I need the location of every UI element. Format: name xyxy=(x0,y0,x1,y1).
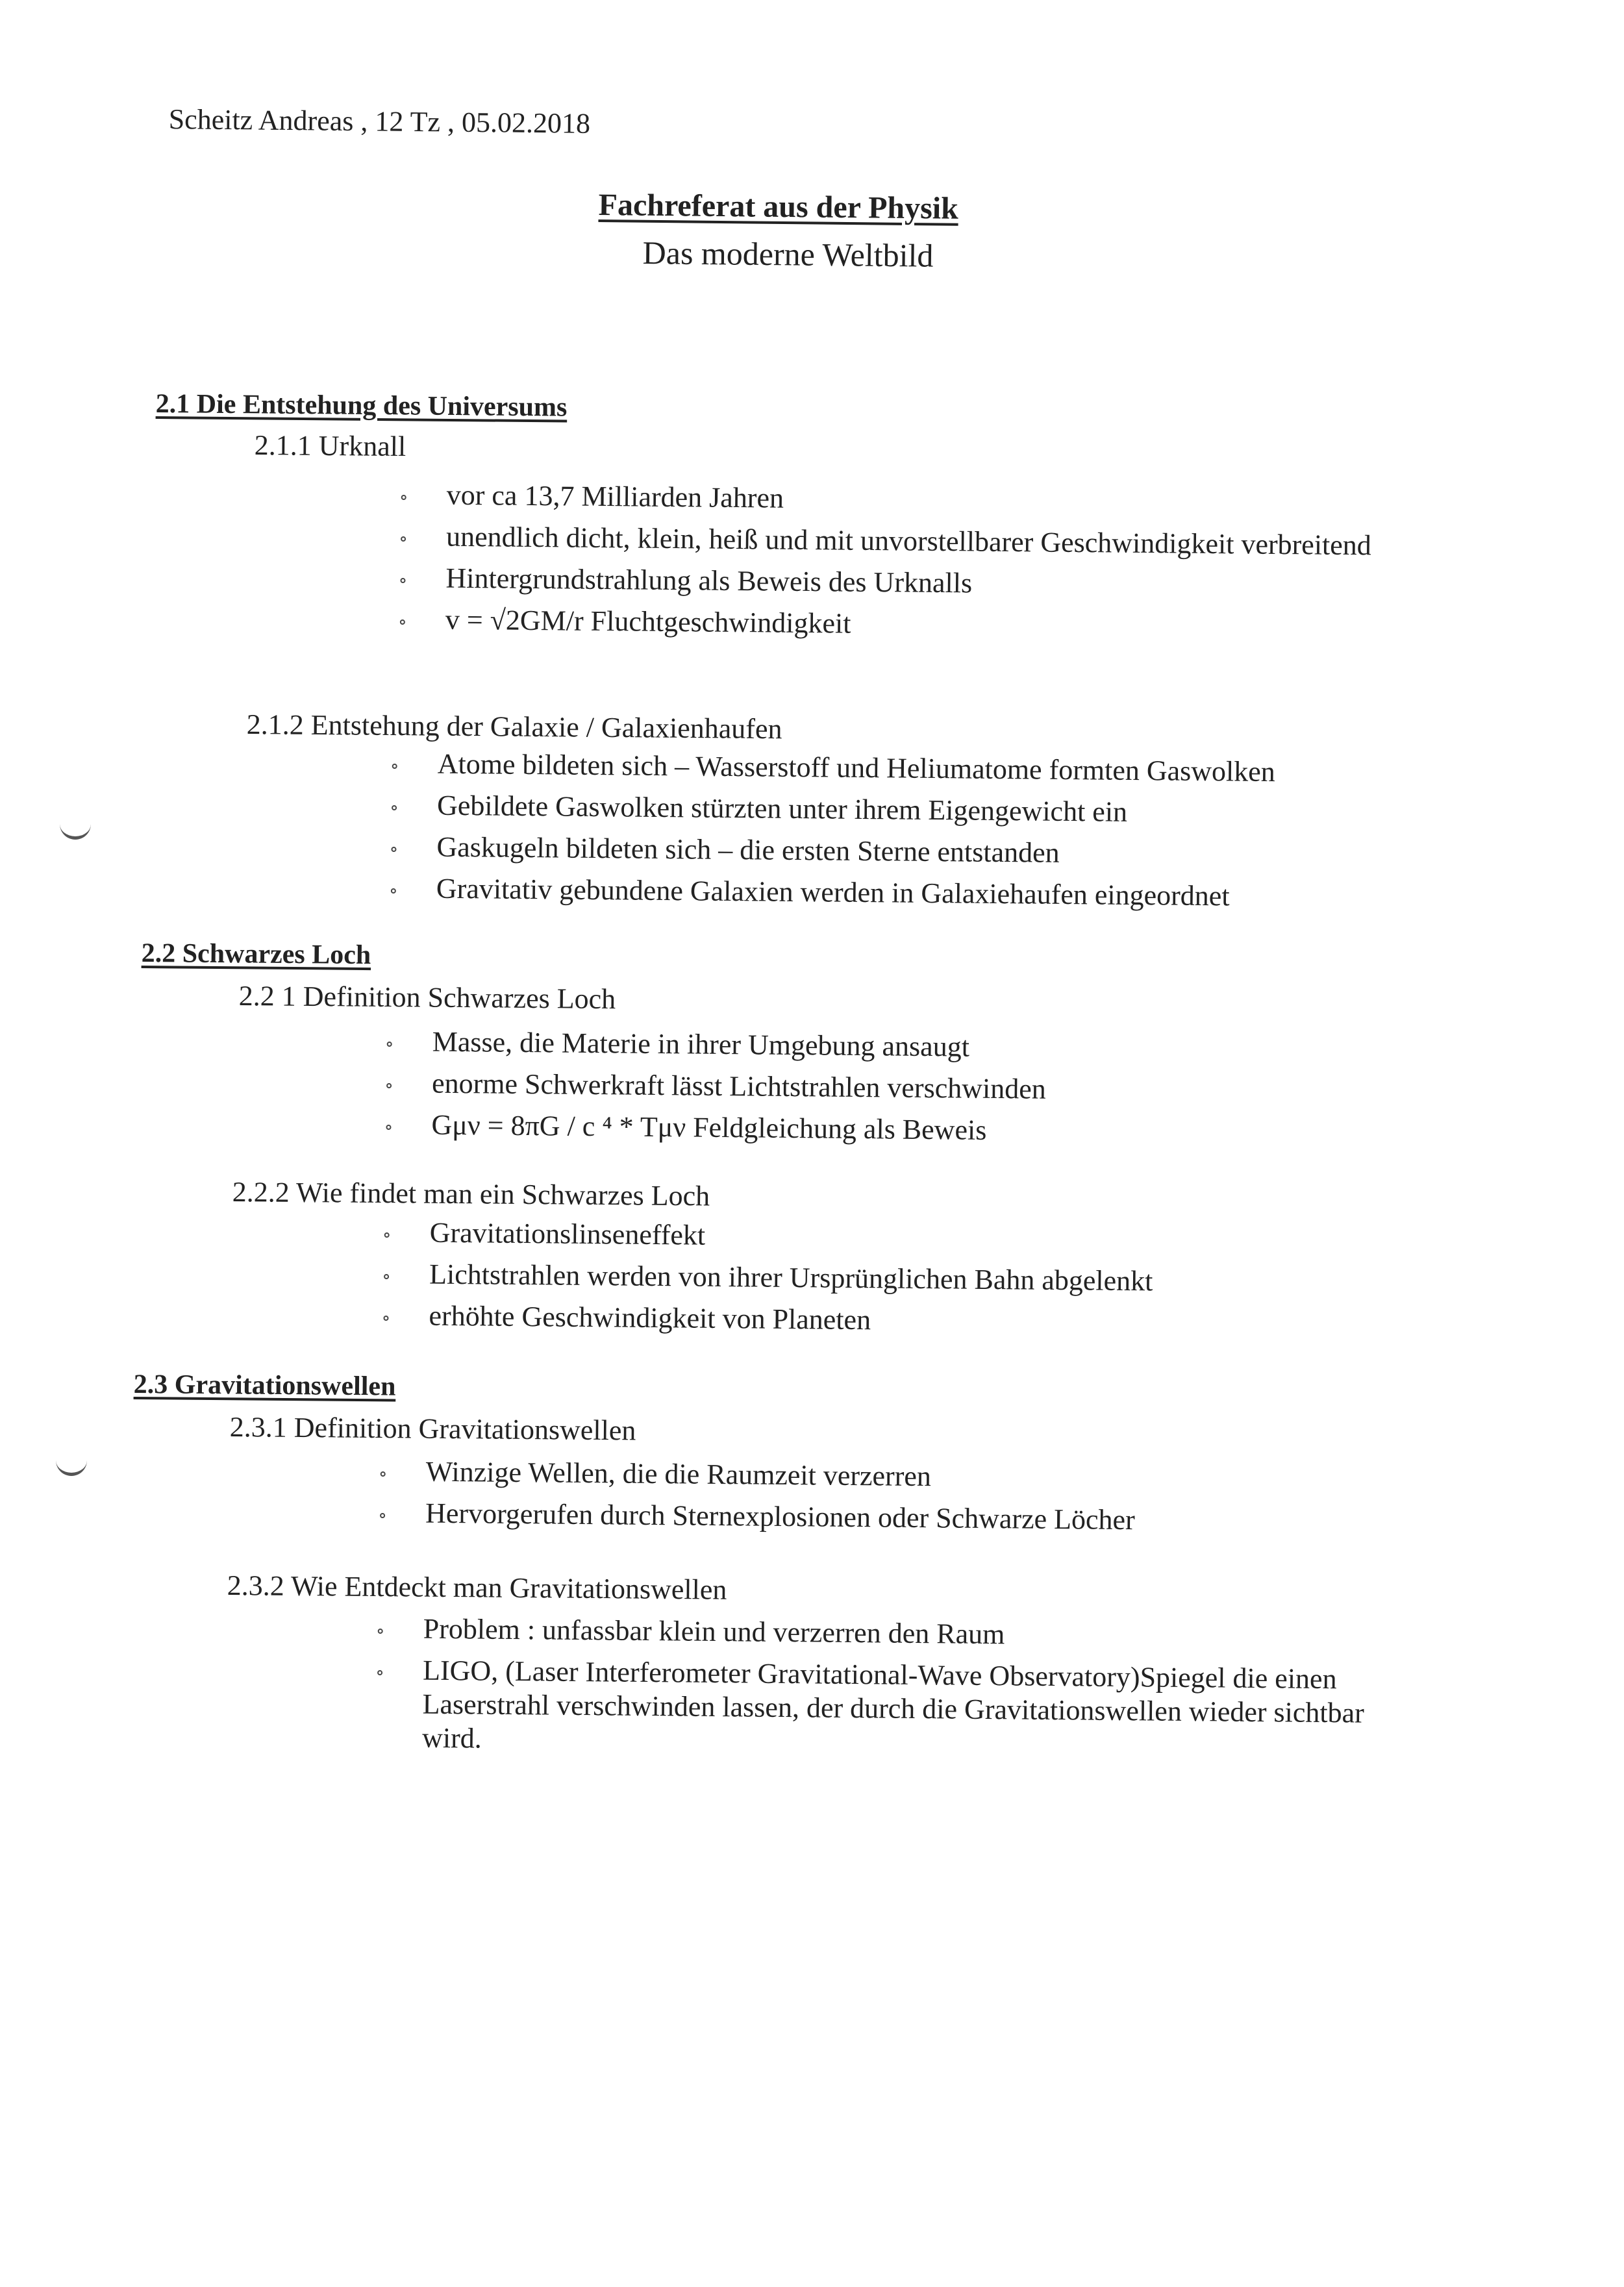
bullet-icon xyxy=(400,578,405,583)
bullet-list xyxy=(380,1455,1368,1547)
list-item: erhöhte Geschwindigkeit von Planeten xyxy=(383,1299,1370,1342)
list-item: LIGO, (Laser Interferometer Gravitational-Wave Observatory)Spiegel die einen Laserstrahl verschwinden lassen, der durch die Gravitationswellen wieder sichtbar wird. xyxy=(377,1653,1403,1764)
bullet-icon xyxy=(387,1042,392,1047)
bullet-icon xyxy=(401,495,406,500)
bullet-list xyxy=(400,478,1388,654)
list-item: Winzige Wellen, die die Raumzeit verzerren xyxy=(381,1455,1368,1498)
document-subtitle: Das moderne Weltbild xyxy=(642,234,934,274)
subsection-heading: 2.2 1 Definition Schwarzes Loch xyxy=(238,980,616,1016)
section-heading: 2.1 Die Entstehung des Universums xyxy=(155,388,568,423)
list-item: enorme Schwerkraft lässt Lichtstrahlen verschwinden xyxy=(386,1066,1373,1110)
list-item: Gebildete Gaswolken stürzten unter ihrem Eigengewicht ein xyxy=(392,788,1430,832)
hole-punch-mark xyxy=(60,819,91,840)
subsection-heading: 2.2.2 Wie findet man ein Schwarzes Loch xyxy=(232,1176,710,1212)
bullet-icon xyxy=(401,536,406,542)
list-item: Gμν = 8πG / c ⁴ * Tμν Feldgleichung als Beweis xyxy=(386,1108,1373,1151)
bullet-icon xyxy=(384,1274,389,1279)
list-item: v = √2GM/r Fluchtgeschwindigkeit xyxy=(400,603,1387,646)
bullet-icon xyxy=(381,1471,386,1477)
bullet-icon xyxy=(391,888,396,894)
section-heading: 2.3 Gravitationswellen xyxy=(133,1369,396,1402)
bullet-icon xyxy=(377,1670,382,1675)
bullet-icon xyxy=(400,619,405,625)
list-item: Gravitativ gebundene Galaxien werden in Galaxiehaufen eingeordnet xyxy=(391,871,1430,915)
author-line: Scheitz Andreas , 12 Tz , 05.02.2018 xyxy=(168,103,591,140)
bullet-list xyxy=(383,1216,1371,1350)
section-heading: 2.2 Schwarzes Loch xyxy=(141,938,371,971)
bullet-icon xyxy=(384,1232,390,1238)
bullet-icon xyxy=(380,1513,385,1518)
list-item: Problem : unfassbar klein und verzerren den Raum xyxy=(378,1612,1404,1655)
list-item: Masse, die Materie in ihrer Umgebung ansaugt xyxy=(387,1025,1374,1068)
list-item: Atome bildeten sich – Wasserstoff und Heliumatome formten Gaswolken xyxy=(392,747,1431,790)
bullet-icon xyxy=(383,1316,388,1321)
bullet-list xyxy=(377,1612,1404,1772)
bullet-list xyxy=(386,1025,1374,1159)
bullet-icon xyxy=(378,1629,383,1634)
bullet-list xyxy=(391,747,1431,923)
subsection-heading: 2.3.1 Definition Gravitationswellen xyxy=(229,1411,636,1447)
list-item: Hervorgerufen durch Sternexplosionen oder Schwarze Löcher xyxy=(380,1496,1367,1540)
list-item: Gaskugeln bildeten sich – die ersten Sterne entstanden xyxy=(391,830,1430,873)
bullet-icon xyxy=(392,805,397,810)
list-item: Gravitationslinseneffekt xyxy=(384,1216,1371,1259)
subsection-heading: 2.3.2 Wie Entdeckt man Gravitationswellen xyxy=(227,1569,727,1606)
document-title: Fachreferat aus der Physik xyxy=(598,187,959,226)
list-item: vor ca 13,7 Milliarden Jahren xyxy=(401,478,1388,521)
bullet-icon xyxy=(391,847,396,852)
hole-punch-mark xyxy=(56,1456,87,1476)
bullet-icon xyxy=(392,764,397,769)
bullet-icon xyxy=(386,1083,392,1088)
list-item: unendlich dicht, klein, heiß und mit unvorstellbarer Geschwindigkeit verbreitend xyxy=(401,519,1388,563)
subsection-heading: 2.1.1 Urknall xyxy=(254,429,406,463)
list-item: Lichtstrahlen werden von ihrer Ursprünglichen Bahn abgelenkt xyxy=(384,1257,1371,1301)
bullet-icon xyxy=(386,1125,391,1130)
list-item: Hintergrundstrahlung als Beweis des Urknalls xyxy=(400,561,1387,605)
subsection-heading: 2.1.2 Entstehung der Galaxie / Galaxienhaufen xyxy=(246,708,782,745)
